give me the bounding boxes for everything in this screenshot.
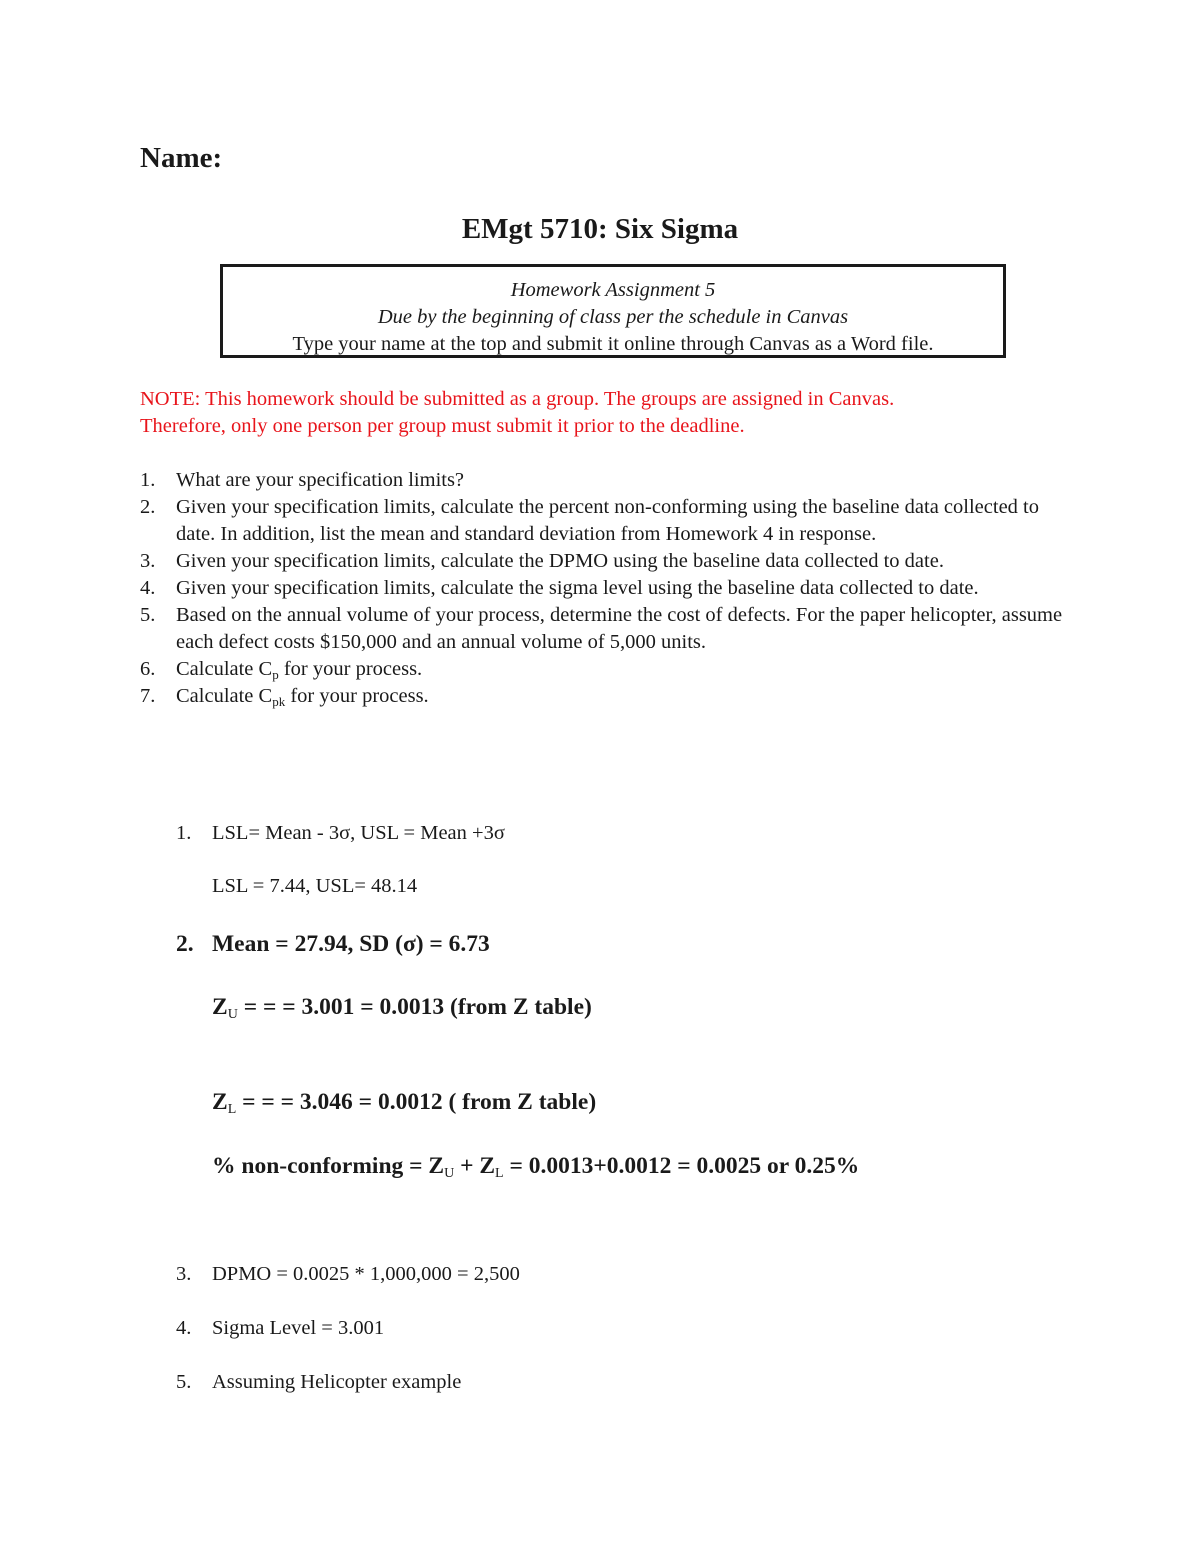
- zu-subscript: U: [227, 1007, 238, 1022]
- zl-calculation: = = = 3.046 = 0.0012 ( from Z table): [236, 1089, 597, 1115]
- question-number: 7.: [140, 685, 156, 707]
- question-number: 6.: [140, 658, 156, 680]
- nc-subscript-l: L: [495, 1166, 504, 1181]
- question-text-after: for your process.: [285, 685, 429, 707]
- question-text-before: Calculate C: [176, 685, 273, 707]
- answer-3: [176, 1261, 520, 1288]
- group-note: [140, 386, 1070, 440]
- question-number: 4.: [140, 577, 156, 599]
- answer-text: Assuming Helicopter example: [212, 1371, 462, 1393]
- question-text: Based on the annual volume of your process, determine the cost of defects. For the paper helicopter, assume each defect costs $150,000 and an annual volume of 5,000 units.: [176, 604, 1063, 653]
- question-number: 3.: [140, 550, 156, 572]
- question-text: [176, 658, 422, 680]
- answer-2-nonconforming: [212, 1151, 859, 1181]
- zu-symbol: Z: [212, 994, 228, 1020]
- question-number: 1.: [140, 469, 156, 491]
- nc-prefix: % non-conforming = Z: [212, 1153, 445, 1179]
- due-date-note: Due by the beginning of class per the schedule in Canvas: [377, 306, 849, 328]
- assignment-title: Homework Assignment 5: [510, 279, 716, 301]
- question-item: [140, 548, 1070, 575]
- question-item: [140, 656, 1070, 683]
- answer-number: 5.: [176, 1371, 192, 1393]
- nc-subscript-u: U: [444, 1166, 455, 1181]
- zu-calculation: = = = 3.001 = 0.0013 (from Z table): [237, 994, 592, 1020]
- question-item: [140, 575, 1070, 602]
- answer-2-zl: [212, 1087, 596, 1117]
- submission-instructions: Type your name at the top and submit it online through Canvas as a Word file.: [292, 333, 934, 355]
- nc-mid: + Z: [454, 1153, 496, 1179]
- group-note-line-2: Therefore, only one person per group must submit it prior to the deadline.: [140, 415, 745, 437]
- question-text: Given your specification limits, calculate the sigma level using the baseline data collected to date.: [176, 577, 979, 599]
- course-title: EMgt 5710: Six Sigma: [461, 213, 739, 245]
- zl-subscript: L: [227, 1102, 237, 1117]
- question-text: Given your specification limits, calculate the DPMO using the baseline data collected to date.: [176, 550, 944, 572]
- name-label: Name:: [140, 142, 223, 174]
- answer-text: LSL= Mean - 3σ, USL = Mean +3σ: [212, 822, 505, 844]
- question-item: [140, 467, 1070, 494]
- question-item: [140, 602, 1070, 656]
- question-number: 2.: [140, 496, 156, 518]
- nc-result: = 0.0013+0.0012 = 0.0025 or 0.25%: [503, 1153, 860, 1179]
- answer-2-zu: [212, 992, 592, 1022]
- answer-text: Mean = 27.94, SD (σ) = 6.73: [212, 931, 490, 957]
- question-text: What are your specification limits?: [176, 469, 465, 491]
- answer-number: 3.: [176, 1263, 192, 1285]
- question-text-before: Calculate C: [176, 658, 273, 680]
- question-text: [176, 685, 429, 707]
- group-note-line-1: NOTE: This homework should be submitted as a group. The groups are assigned in Canvas.: [140, 388, 895, 410]
- answer-text: DPMO = 0.0025 * 1,000,000 = 2,500: [212, 1263, 520, 1285]
- answer-2-line-1: [176, 929, 490, 959]
- question-text-after: for your process.: [278, 658, 423, 680]
- answer-4: [176, 1315, 385, 1342]
- question-number: 5.: [140, 604, 156, 626]
- assignment-info-box: [220, 264, 1006, 358]
- answer-5: [176, 1369, 462, 1396]
- question-item: [140, 683, 1070, 710]
- answer-number: 4.: [176, 1317, 192, 1339]
- answer-1-line-2: LSL = 7.44, USL= 48.14: [212, 875, 418, 897]
- cp-subscript: p: [272, 667, 279, 682]
- question-item: [140, 494, 1070, 548]
- question-list: [140, 467, 1070, 710]
- answer-number: 1.: [176, 822, 192, 844]
- answer-text: Sigma Level = 3.001: [212, 1317, 385, 1339]
- zl-symbol: Z: [212, 1089, 228, 1115]
- answer-1-line-1: [176, 820, 505, 847]
- question-text: Given your specification limits, calculate the percent non-conforming using the baseline data collected to date. In addition, list the mean and standard deviation from Homework 4 in response.: [176, 496, 1039, 545]
- cpk-subscript: pk: [272, 694, 286, 709]
- answer-number: 2.: [176, 931, 194, 957]
